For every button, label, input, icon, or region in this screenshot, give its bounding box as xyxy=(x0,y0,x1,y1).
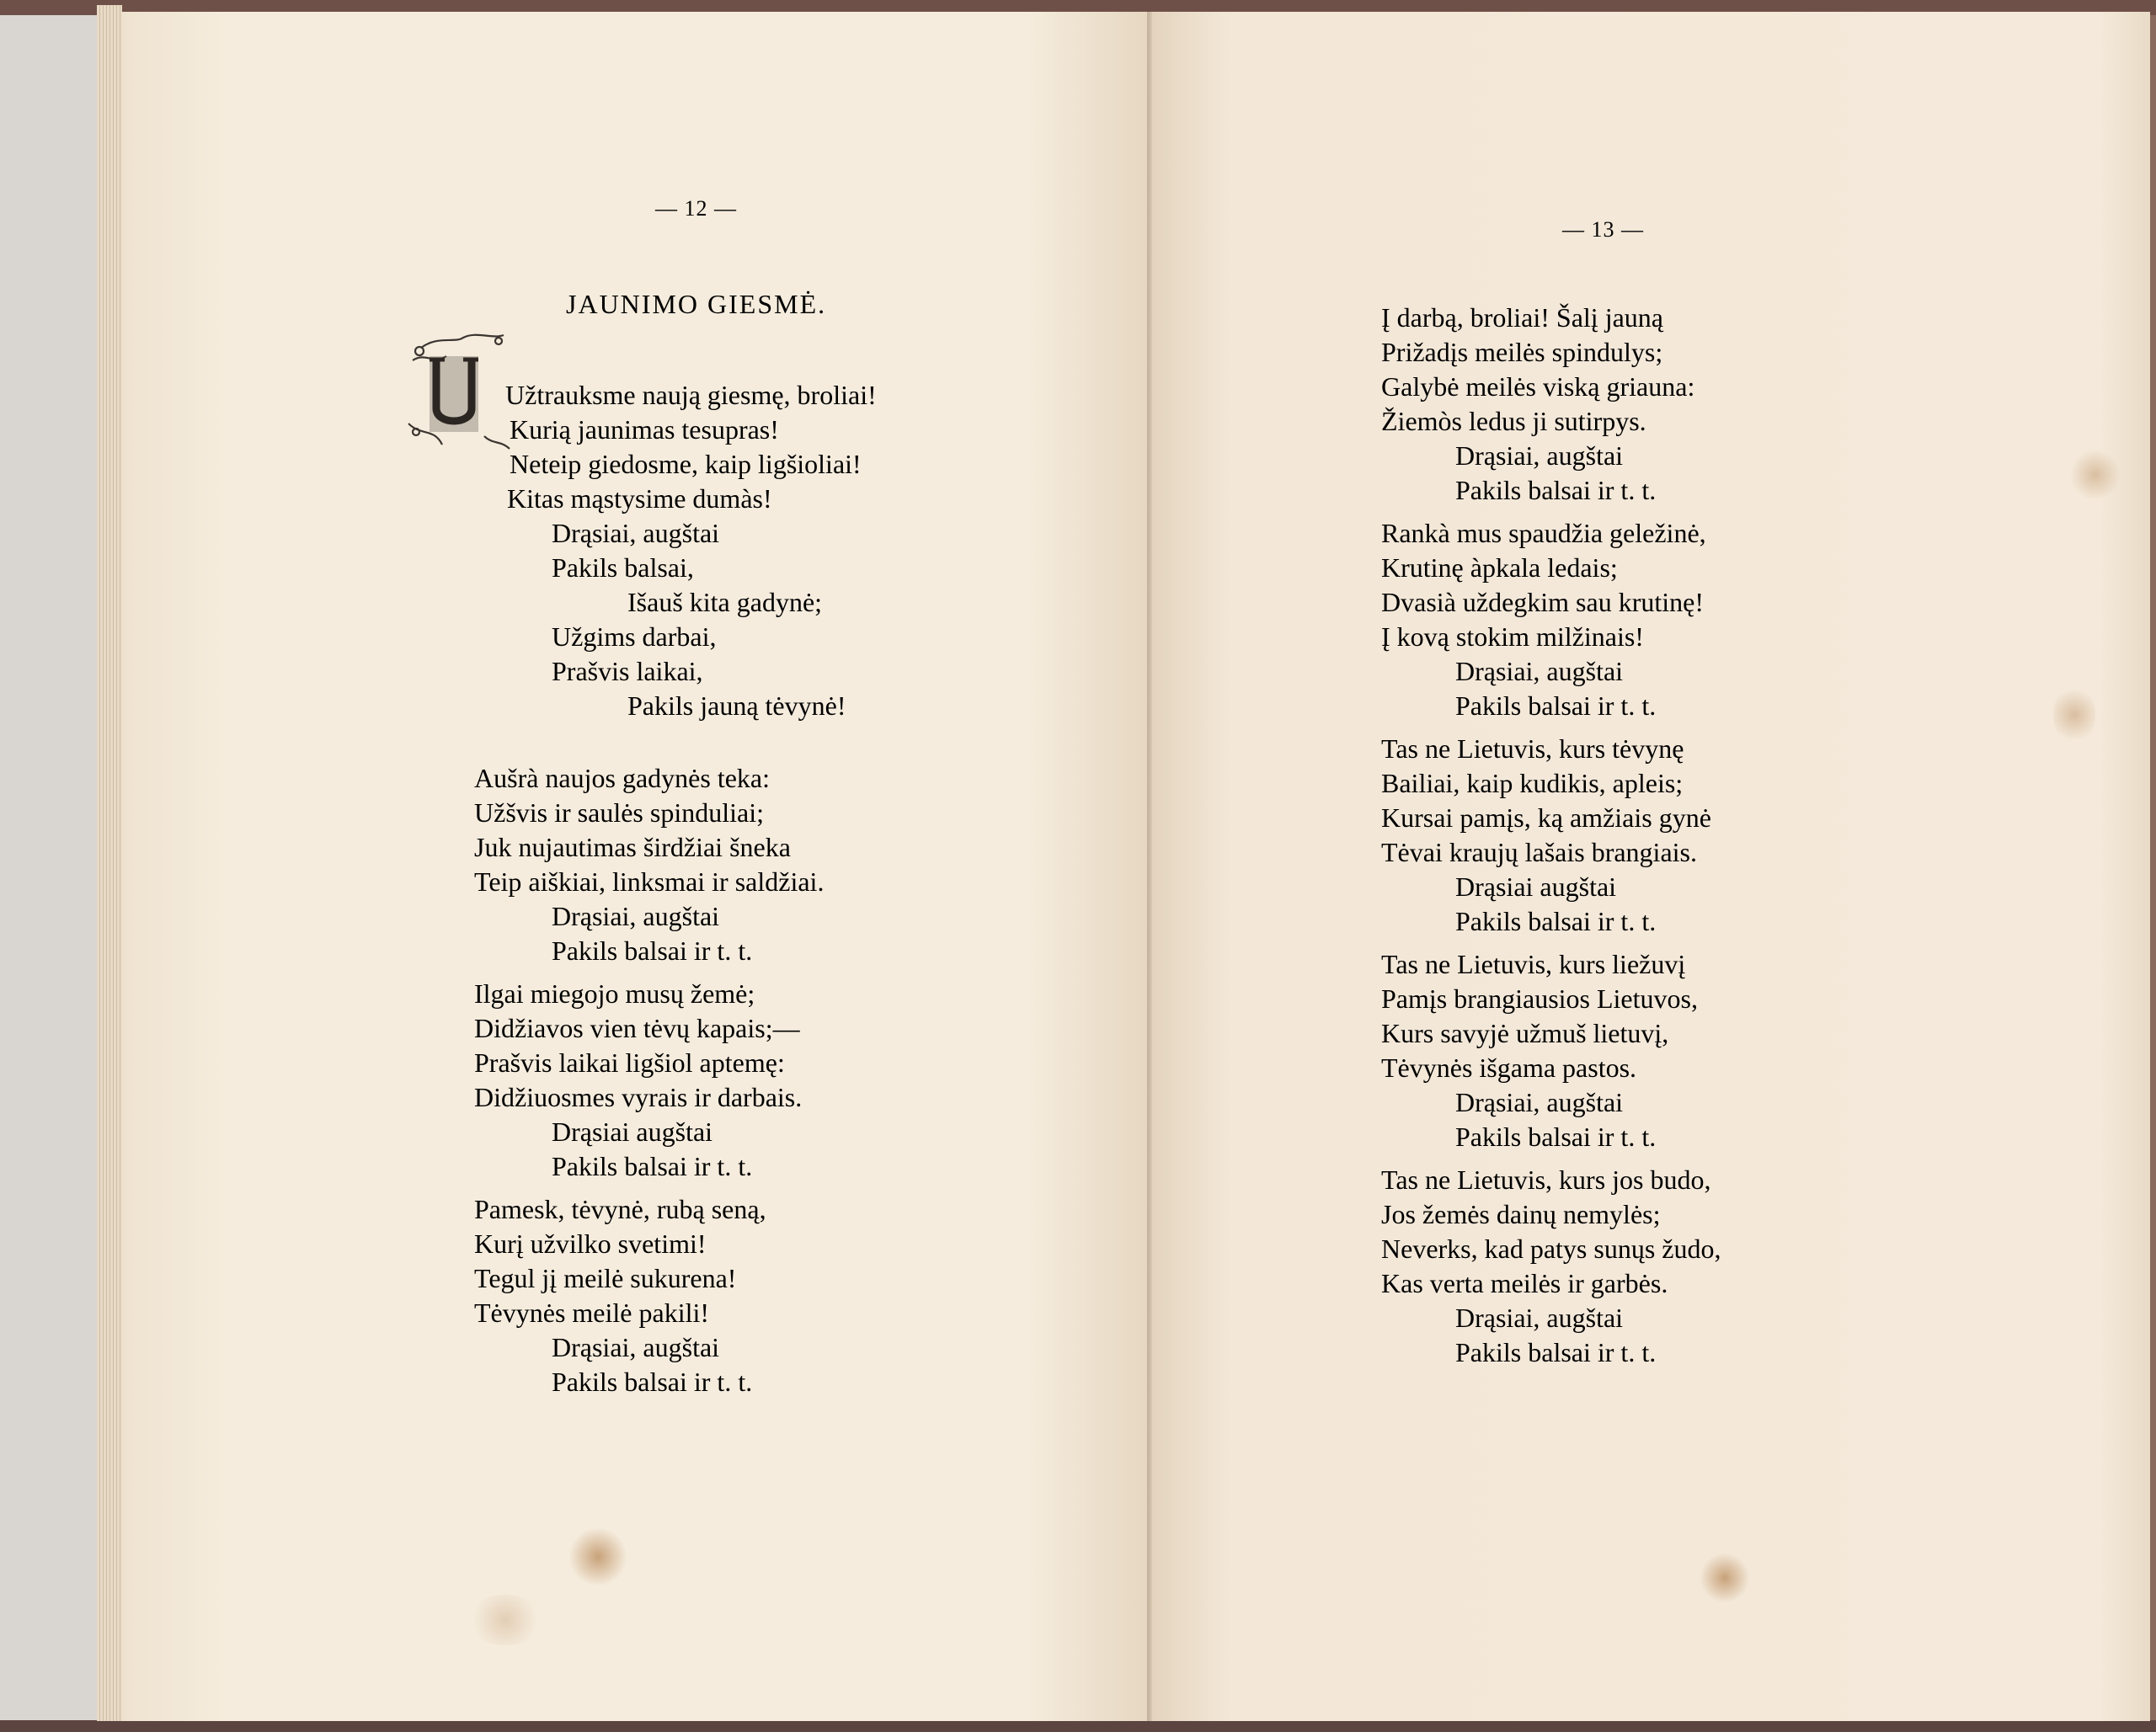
refrain-line: Pakils balsai ir t. t. xyxy=(1455,1337,1657,1367)
refrain-line: Pakils balsai ir t. t. xyxy=(1455,690,1657,721)
refrain-line: Drąsiai augštai xyxy=(1455,871,1617,902)
refrain-line: Pakils balsai ir t. t. xyxy=(1455,475,1657,505)
poem-stanza xyxy=(474,761,824,1399)
refrain-line: Drąsiai, augštai xyxy=(552,901,720,931)
verse-line: Kitas mąstysime dumàs! xyxy=(507,483,772,514)
poem-stanza xyxy=(505,378,877,413)
foxing-stain xyxy=(2053,685,2095,744)
verse-line: Krutinę àpkala ledais; xyxy=(1381,552,1618,583)
refrain-line: Pakils balsai ir t. t. xyxy=(552,1367,753,1397)
verse-line: Tėvai kraujų lašais brangiais. xyxy=(1381,837,1697,867)
verse-line: Neverks, kad patys sunųs žudo, xyxy=(1381,1234,1721,1264)
verse-line: Didžiuosmes vyrais ir darbais. xyxy=(474,1082,803,1112)
verse-line: Prižadįs meilės spindulys; xyxy=(1381,337,1663,367)
verse-line: Pamesk, tėvynė, rubą seną, xyxy=(474,1194,766,1224)
refrain-line: Drąsiai, augštai xyxy=(1455,656,1624,686)
verse-line: Rankà mus spaudžia geležinė, xyxy=(1381,518,1706,548)
verse-line: Aušrà naujos gadynės teka: xyxy=(474,763,771,793)
refrain-line: Pakils balsai ir t. t. xyxy=(552,1151,753,1181)
verse-line: Kurs savyjė užmuš lietuvį, xyxy=(1381,1018,1669,1048)
verse-line: Kurią jaunimas tesupras! xyxy=(510,414,779,445)
verse-line: Tas ne Lietuvis, kurs liežuvį xyxy=(1381,949,1686,979)
refrain-line: Pakils balsai ir t. t. xyxy=(1455,906,1657,936)
foxing-stain xyxy=(1700,1553,1750,1603)
page-number-left: — 12 — xyxy=(655,196,737,221)
refrain-line: Drąsiai, augštai xyxy=(1455,440,1624,471)
verse-line: Žiemòs ledus ji sutirpys. xyxy=(1381,406,1646,436)
refrain-line: Pakils jauną tėvynė! xyxy=(627,690,846,721)
verse-line: Galybė meilės viską griauna: xyxy=(1381,371,1695,402)
poem-title: JAUNIMO GIESMĖ. xyxy=(566,289,827,319)
foxing-stain xyxy=(467,1595,543,1645)
verse-line: Teip aiškiai, linksmai ir saldžiai. xyxy=(474,866,825,897)
verse-line: Tėvynės meilė pakili! xyxy=(474,1298,710,1328)
verse-line: Tėvynės išgama pastos. xyxy=(1381,1053,1637,1083)
page-number-right: — 13 — xyxy=(1562,217,1644,242)
refrain-line: Drąsiai, augštai xyxy=(1455,1087,1624,1117)
refrain-line: Drąsiai augštai xyxy=(552,1116,713,1147)
verse-line: Prašvis laikai ligšiol aptemę: xyxy=(474,1047,785,1078)
verse-line: Užšvis ir saulės spinduliai; xyxy=(474,797,764,828)
verse-line: Dvasià uždegkim sau krutinę! xyxy=(1381,587,1704,617)
refrain-line: Užgims darbai, xyxy=(552,621,717,652)
verse-line: Užtrauksme naują giesmę, broliai! xyxy=(505,380,877,410)
verse-line: Tegul jį meilė sukurena! xyxy=(474,1263,737,1293)
poem-stanza xyxy=(1381,301,1721,1370)
refrain-line: Prašvis laikai, xyxy=(552,656,703,686)
refrain-line: Išauš kita gadynė; xyxy=(627,587,823,617)
foxing-stain xyxy=(568,1527,627,1586)
verse-line: Pamįs brangiausios Lietuvos, xyxy=(1381,983,1698,1014)
verse-line: Ilgai miegojo musų žemė; xyxy=(474,978,755,1009)
refrain-line: Pakils balsai ir t. t. xyxy=(1455,1122,1657,1152)
verse-line: Didžiavos vien tėvų kapais;— xyxy=(474,1013,800,1043)
refrain-line: Drąsiai, augštai xyxy=(552,518,720,548)
verse-line: Kurį užvilko svetimi! xyxy=(474,1228,707,1259)
refrain-line: Drąsiai, augštai xyxy=(1455,1303,1624,1333)
refrain-line: Pakils balsai, xyxy=(552,552,694,583)
verse-line: Tas ne Lietuvis, kurs tėvynę xyxy=(1381,733,1684,764)
verse-line: Į darbą, broliai! Šalį jauną xyxy=(1381,302,1663,333)
foxing-stain xyxy=(2070,450,2121,500)
verse-line: Kas verta meilės ir garbės. xyxy=(1381,1268,1668,1298)
verse-line: Į kovą stokim milžinais! xyxy=(1381,621,1644,652)
refrain-line: Pakils balsai ir t. t. xyxy=(552,935,753,966)
verse-line: Tas ne Lietuvis, kurs jos budo, xyxy=(1381,1164,1711,1195)
refrain-line: Drąsiai, augštai xyxy=(552,1332,720,1362)
verse-line: Jos žemės dainų nemylės; xyxy=(1381,1199,1661,1229)
verse-line: Bailiai, kaip kudikis, apleis; xyxy=(1381,768,1684,798)
verse-line: Kursai pamįs, ką amžiais gynė xyxy=(1381,802,1711,833)
book-cover-edge-bottom xyxy=(0,1720,2156,1732)
verse-line: Neteip giedosme, kaip ligšioliai! xyxy=(510,449,862,479)
ornamental-dropcap-u xyxy=(404,331,514,453)
poem-stanza xyxy=(507,413,862,723)
page-edges xyxy=(97,5,122,1721)
verse-line: Juk nujautimas širdžiai šneka xyxy=(474,832,791,862)
